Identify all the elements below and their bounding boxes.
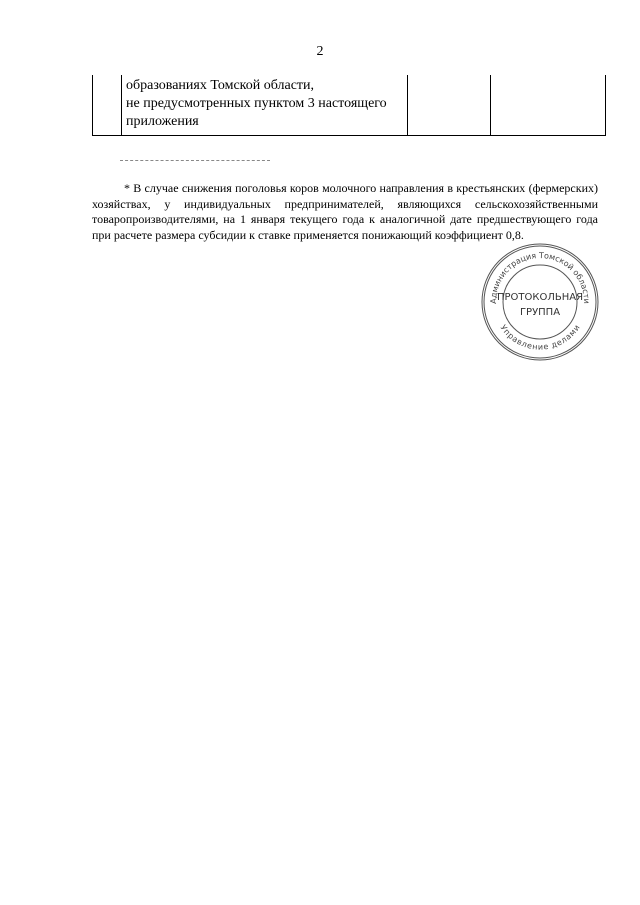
footnote-separator <box>120 160 270 161</box>
table-cell-description <box>122 75 408 136</box>
cell-line: образованиях Томской области, <box>126 78 315 93</box>
table-fragment <box>92 75 606 136</box>
cell-line: приложения <box>126 114 199 129</box>
page-number: 2 <box>316 44 324 59</box>
svg-text:ГРУППА: ГРУППА <box>519 307 561 318</box>
official-stamp <box>478 240 603 365</box>
svg-text:Администрация Томской области: Администрация Томской области <box>488 250 592 304</box>
table-row <box>93 75 606 136</box>
table-cell-number <box>93 75 122 136</box>
table-cell-empty <box>491 75 606 136</box>
svg-text:Управление делами: Управление делами <box>498 323 582 352</box>
footnote: * В случае снижения поголовья коров молочного направления в крестьянских (фермерских) хозяйствах, у индивидуальных предпринимателей, являющихся сельскохозяйственными товаропроизводителями, на 1 января текущего года к аналогичной дате предшествующего года при расчете размера субсидии к ставке применяется понижающий коэффициент 0,8. <box>92 181 598 242</box>
cell-line: не предусмотренных пунктом 3 настоящего <box>126 96 387 111</box>
svg-text:ПРОТОКОЛЬНАЯ: ПРОТОКОЛЬНАЯ <box>496 292 584 303</box>
table-cell-empty <box>408 75 491 136</box>
